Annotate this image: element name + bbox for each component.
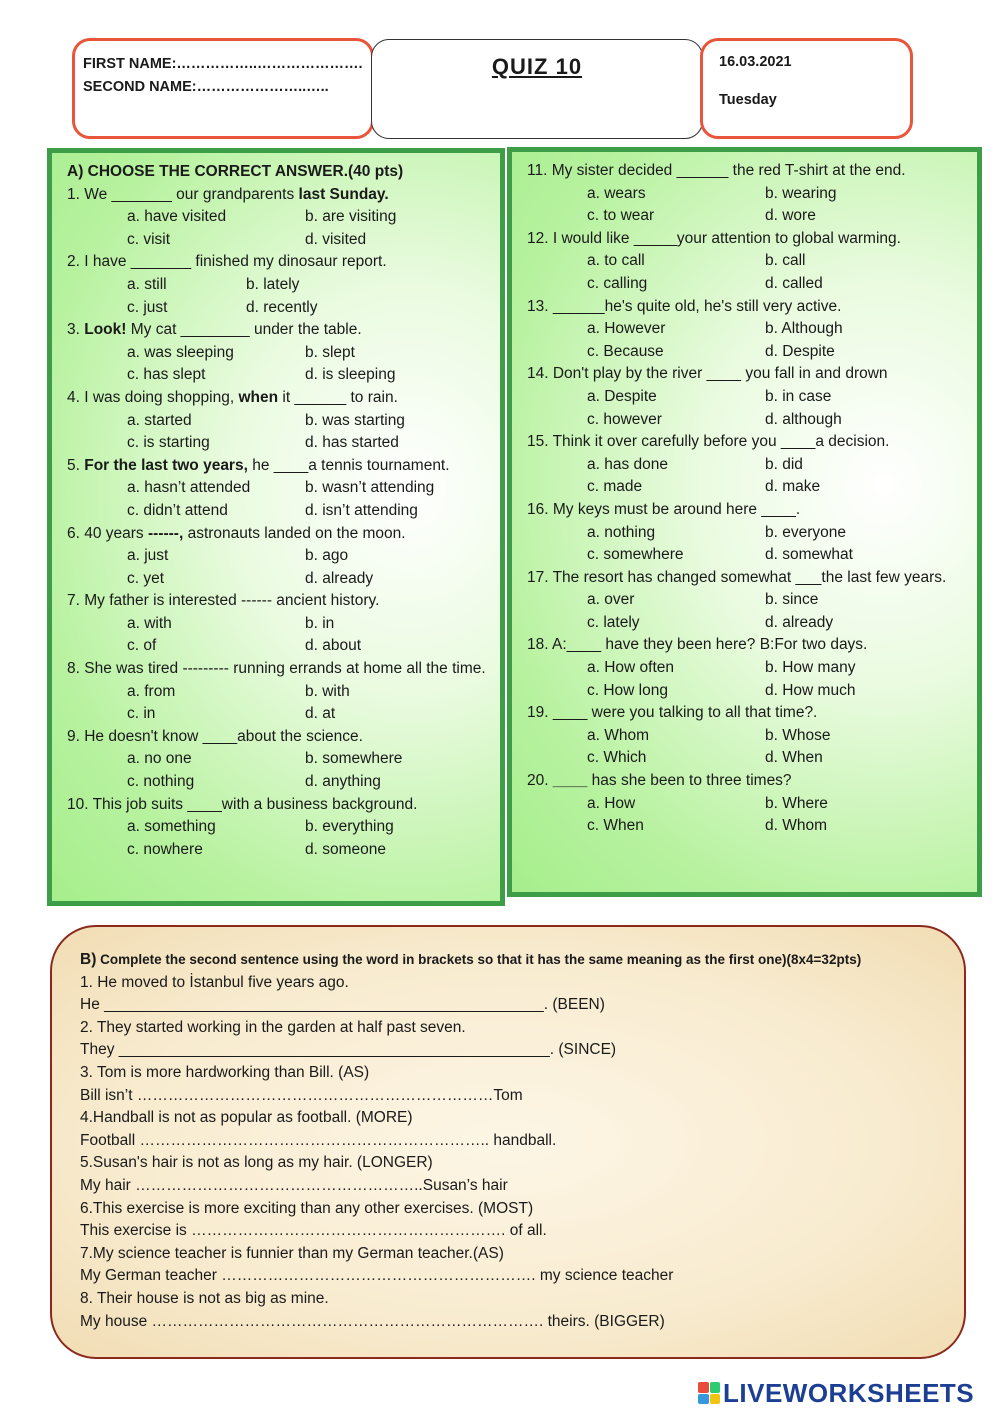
answer-option-16-c[interactable]: c. somewhere (587, 546, 684, 564)
answer-option-18-a[interactable]: a. How often (587, 659, 675, 677)
section-b-panel (50, 925, 966, 1359)
question-text-segment: 7. My father is interested ------ ancient history. (67, 592, 380, 610)
question-text-segment: 5. (67, 456, 85, 474)
options-row (527, 793, 963, 816)
question-text-segment: 10. This job suits ____with a business background. (67, 795, 418, 813)
answer-option-17-a[interactable]: a. over (587, 591, 635, 609)
question-text-segment: 9. He doesn't know ____about the science. (67, 727, 363, 745)
options-row (67, 229, 486, 252)
liveworksheets-logo (698, 1378, 974, 1408)
question-text-segment: has she been to three times? (587, 772, 792, 790)
question-text-segment: 8. She was tired --------- running errands at home all the time. (67, 660, 486, 678)
question-text-segment: 1. We _______ our grandparents (67, 185, 299, 203)
question-stem-3 (67, 319, 486, 342)
transform-answer-line[interactable]: He ___________________________________________________. (BEEN) (80, 996, 605, 1014)
question-text-segment: My cat ________ under the table. (126, 321, 362, 339)
options-row (527, 476, 963, 499)
answer-option-17-d[interactable]: d. already (765, 613, 834, 631)
question-text-segment: 12. I would like _____your attention to global warming. (527, 229, 901, 247)
section-a-heading: A) CHOOSE THE CORRECT ANSWER.(40 pts) (67, 163, 404, 180)
section-b-instruction (80, 949, 944, 972)
answer-option-12-d[interactable]: d. called (765, 274, 823, 292)
answer-option-12-c[interactable]: c. calling (587, 274, 648, 292)
question-text-segment: 6. 40 years (67, 524, 148, 542)
answer-option-2-b[interactable]: b. lately (246, 275, 300, 293)
question-text-segment: ------, (148, 524, 184, 542)
question-stem-9 (67, 726, 486, 749)
options-row (527, 815, 963, 838)
question-text-segment: he ____a tennis tournament. (247, 456, 450, 474)
transform-prompt: 6.This exercise is more exciting than any other exercises. (MOST) (80, 1199, 534, 1217)
answer-option-1-c[interactable]: c. visit (127, 230, 171, 248)
options-row (67, 364, 486, 387)
answer-option-13-c[interactable]: c. Because (587, 342, 664, 360)
question-text-segment: 4. I was doing shopping, (67, 388, 239, 406)
answer-option-5-c[interactable]: c. didn’t attend (127, 501, 228, 519)
options-row (67, 545, 486, 568)
answer-option-16-b[interactable]: b. everyone (765, 523, 846, 541)
question-text-segment: when (238, 388, 279, 406)
question-text-segment: it ______ to rain. (278, 388, 398, 406)
transform-prompt: 2. They started working in the garden at half past seven. (80, 1018, 466, 1036)
question-text-segment: astronauts landed on the moon. (183, 524, 406, 542)
answer-option-16-d[interactable]: d. somewhat (765, 546, 853, 564)
answer-option-17-b[interactable]: b. since (765, 591, 819, 609)
question-text-segment: 13. ______he's quite old, he's still very active. (527, 297, 842, 315)
question-text-segment: 15. Think it over carefully before you ____a decision. (527, 433, 890, 451)
section-b-instruction-text: Complete the second sentence using the word in brackets so that it has the same meaning as the first one)(8x4=32pts) (100, 952, 862, 967)
answer-option-8-b[interactable]: b. with (305, 682, 350, 700)
options-row (527, 273, 963, 296)
question-list-left (67, 184, 486, 862)
answer-option-9-c[interactable]: c. nothing (127, 773, 195, 791)
section-b-label: B) (80, 951, 97, 968)
options-row (527, 612, 963, 635)
answer-option-15-a[interactable]: a. has done (587, 455, 669, 473)
options-row (67, 432, 486, 455)
quiz-date: 16.03.2021 (719, 54, 792, 70)
answer-option-14-d[interactable]: d. although (765, 410, 842, 428)
options-row (527, 341, 963, 364)
options-row (527, 183, 963, 206)
quiz-title-box (371, 39, 703, 139)
question-text-segment: 17. The resort has changed somewhat ___the last few years. (527, 568, 947, 586)
logo-text: LIVEWORKSHEETS (723, 1377, 975, 1408)
answer-option-15-c[interactable]: c. made (587, 478, 643, 496)
question-stem-1 (67, 184, 486, 207)
question-list-right (527, 160, 963, 838)
answer-option-9-b[interactable]: b. somewhere (305, 750, 403, 768)
transform-answer-line[interactable]: Bill isn’t ……………………………………………………………Tom (80, 1086, 523, 1104)
transform-answer-line[interactable]: My German teacher ……………………………………………………. my science teacher (80, 1267, 674, 1285)
answer-option-7-b[interactable]: b. in (305, 614, 335, 632)
answer-option-5-b[interactable]: b. wasn’t attending (305, 479, 435, 497)
answer-option-5-a[interactable]: a. hasn’t attended (127, 479, 251, 497)
options-row (67, 274, 486, 297)
answer-option-3-a[interactable]: a. was sleeping (127, 343, 234, 361)
answer-option-20-d[interactable]: d. Whom (765, 817, 828, 835)
answer-option-18-b[interactable]: b. How many (765, 659, 856, 677)
answer-option-11-d[interactable]: d. wore (765, 207, 816, 225)
section-a-panel-left (47, 148, 505, 906)
transform-prompt: 1. He moved to İstanbul five years ago. (80, 973, 349, 991)
question-stem-4 (67, 387, 486, 410)
question-stem-14 (527, 363, 963, 386)
answer-option-12-b[interactable]: b. call (765, 252, 806, 270)
question-text-segment: 11. My sister decided ______ the red T-shirt at the end. (527, 162, 906, 179)
answer-option-13-a[interactable]: a. However (587, 320, 666, 338)
answer-option-1-d[interactable]: d. visited (305, 230, 367, 248)
options-row (67, 635, 486, 658)
transform-prompt: 5.Susan's hair is not as long as my hair. (LONGER) (80, 1154, 433, 1172)
question-stem-5 (67, 455, 486, 478)
options-row (67, 568, 486, 591)
options-row (527, 657, 963, 680)
answer-option-4-d[interactable]: d. has started (305, 434, 399, 452)
section-a-panel-right (507, 147, 982, 897)
answer-option-8-a[interactable]: a. from (127, 682, 176, 700)
answer-option-6-a[interactable]: a. just (127, 547, 169, 565)
question-stem-2 (67, 251, 486, 274)
answer-option-13-d[interactable]: d. Despite (765, 342, 835, 360)
options-row (527, 522, 963, 545)
question-text-segment: 19. ____ were you talking to all that time?. (527, 704, 818, 722)
answer-option-19-b[interactable]: b. Whose (765, 726, 831, 744)
answer-option-8-c[interactable]: c. in (127, 705, 156, 723)
question-stem-20 (527, 770, 963, 793)
answer-option-10-b[interactable]: b. everything (305, 818, 394, 836)
options-row (527, 544, 963, 567)
answer-option-4-b[interactable]: b. was starting (305, 411, 405, 429)
options-row (67, 477, 486, 500)
second-name-label: SECOND NAME:…………………..….. (83, 79, 329, 95)
question-text-segment: ____ (552, 772, 588, 790)
logo-square (698, 1394, 709, 1405)
answer-option-17-c[interactable]: c. lately (587, 613, 640, 631)
options-row (67, 816, 486, 839)
transform-answer-line[interactable]: My house …………………………………………………………………. theirs. (BIGGER) (80, 1312, 665, 1330)
answer-option-4-a[interactable]: a. started (127, 411, 192, 429)
answer-option-5-d[interactable]: d. isn’t attending (305, 501, 418, 519)
answer-option-4-c[interactable]: c. is starting (127, 434, 210, 452)
answer-option-14-c[interactable]: c. however (587, 410, 662, 428)
options-row (67, 771, 486, 794)
options-row (67, 206, 486, 229)
answer-option-6-b[interactable]: b. ago (305, 547, 349, 565)
transform-answer-line[interactable]: They __________________________________________________. (SINCE) (80, 1041, 617, 1059)
options-row (67, 410, 486, 433)
options-row (527, 725, 963, 748)
answer-option-11-b[interactable]: b. wearing (765, 184, 837, 202)
transform-prompt: 7.My science teacher is funnier than my German teacher.(AS) (80, 1244, 504, 1262)
question-text-segment: 2. I have _______ finished my dinosaur report. (67, 253, 387, 271)
answer-option-12-a[interactable]: a. to call (587, 252, 645, 270)
quiz-day: Tuesday (719, 92, 777, 108)
transform-answer-line[interactable]: This exercise is ……………………………………………………. of all. (80, 1222, 547, 1240)
options-row (67, 748, 486, 771)
answer-option-3-c[interactable]: c. has slept (127, 366, 206, 384)
answer-option-19-c[interactable]: c. Which (587, 749, 647, 767)
question-stem-13 (527, 296, 963, 319)
answer-option-2-c[interactable]: c. just (127, 298, 168, 316)
question-text-segment: 18. A:____ have they been here? B:For two days. (527, 636, 868, 654)
options-row (527, 318, 963, 341)
options-row (527, 680, 963, 703)
answer-option-1-a[interactable]: a. have visited (127, 208, 227, 226)
options-row (527, 386, 963, 409)
date-box (700, 38, 913, 139)
options-row (67, 613, 486, 636)
answer-option-15-b[interactable]: b. did (765, 455, 803, 473)
logo-mark-icon (698, 1382, 720, 1404)
options-row (527, 409, 963, 432)
options-row (67, 342, 486, 365)
answer-option-3-d[interactable]: d. is sleeping (305, 366, 396, 384)
transform-answer-line[interactable]: Football ………………………………………………………….. handball. (80, 1131, 557, 1149)
answer-option-9-d[interactable]: d. anything (305, 773, 381, 791)
answer-option-7-a[interactable]: a. with (127, 614, 172, 632)
answer-option-2-d[interactable]: d. recently (246, 298, 318, 316)
question-text-segment: 20. (527, 772, 553, 790)
options-row (67, 839, 486, 862)
answer-option-20-c[interactable]: c. When (587, 817, 644, 835)
question-stem-19 (527, 702, 963, 725)
answer-option-11-a[interactable]: a. wears (587, 184, 646, 202)
logo-square (710, 1382, 721, 1393)
student-name-box (72, 38, 374, 139)
question-stem-17 (527, 567, 963, 590)
question-stem-12 (527, 228, 963, 251)
question-stem-6 (67, 523, 486, 546)
answer-option-6-c[interactable]: c. yet (127, 569, 165, 587)
options-row (527, 589, 963, 612)
answer-option-1-b[interactable]: b. are visiting (305, 208, 397, 226)
question-stem-18 (527, 634, 963, 657)
question-stem-8 (67, 658, 486, 681)
question-stem-11 (527, 160, 963, 183)
answer-option-14-b[interactable]: b. in case (765, 387, 832, 405)
logo-square (698, 1382, 709, 1393)
answer-option-7-c[interactable]: c. of (127, 637, 157, 655)
transform-prompt: 3. Tom is more hardworking than Bill. (AS) (80, 1063, 370, 1081)
transform-prompt: 8. Their house is not as big as mine. (80, 1289, 329, 1307)
first-name-label: FIRST NAME:……………..…………………. (83, 56, 363, 72)
answer-option-14-a[interactable]: a. Despite (587, 387, 657, 405)
question-text-segment: For the last two years, (84, 456, 248, 474)
question-text-segment: last Sunday. (298, 185, 389, 203)
answer-option-2-a[interactable]: a. still (127, 275, 167, 293)
transform-answer-line[interactable]: My hair ………………………………………………..Susan’s hair (80, 1176, 508, 1194)
quiz-title: QUIZ 10 (491, 54, 583, 79)
answer-option-16-a[interactable]: a. nothing (587, 523, 656, 541)
answer-option-13-b[interactable]: b. Although (765, 320, 843, 338)
logo-square (710, 1394, 721, 1405)
question-text-segment: 14. Don't play by the river ____ you fall in and drown (527, 365, 888, 383)
options-row (527, 250, 963, 273)
answer-option-10-a[interactable]: a. something (127, 818, 216, 836)
transform-prompt: 4.Handball is not as popular as football. (MORE) (80, 1109, 413, 1127)
question-text-segment: 3. (67, 321, 85, 339)
options-row (67, 500, 486, 523)
answer-option-3-b[interactable]: b. slept (305, 343, 355, 361)
section-b-lines (80, 972, 944, 1334)
options-row (527, 205, 963, 228)
question-text-segment: Look! (84, 321, 127, 339)
options-row (67, 681, 486, 704)
options-row (527, 454, 963, 477)
question-stem-10 (67, 794, 486, 817)
answer-option-19-a[interactable]: a. Whom (587, 726, 650, 744)
answer-option-11-c[interactable]: c. to wear (587, 207, 655, 225)
answer-option-15-d[interactable]: d. make (765, 478, 821, 496)
question-stem-16 (527, 499, 963, 522)
answer-option-7-d[interactable]: d. about (305, 637, 362, 655)
answer-option-9-a[interactable]: a. no one (127, 750, 192, 768)
answer-option-6-d[interactable]: d. already (305, 569, 374, 587)
answer-option-18-c[interactable]: c. How long (587, 681, 668, 699)
answer-option-10-d[interactable]: d. someone (305, 840, 386, 858)
question-stem-7 (67, 590, 486, 613)
answer-option-20-b[interactable]: b. Where (765, 794, 828, 812)
answer-option-19-d[interactable]: d. When (765, 749, 823, 767)
question-stem-15 (527, 431, 963, 454)
answer-option-10-c[interactable]: c. nowhere (127, 840, 203, 858)
options-row (67, 297, 486, 320)
question-text-segment: 16. My keys must be around here ____. (527, 500, 801, 518)
answer-option-20-a[interactable]: a. How (587, 794, 636, 812)
answer-option-18-d[interactable]: d. How much (765, 681, 856, 699)
answer-option-8-d[interactable]: d. at (305, 705, 336, 723)
options-row (67, 703, 486, 726)
options-row (527, 747, 963, 770)
